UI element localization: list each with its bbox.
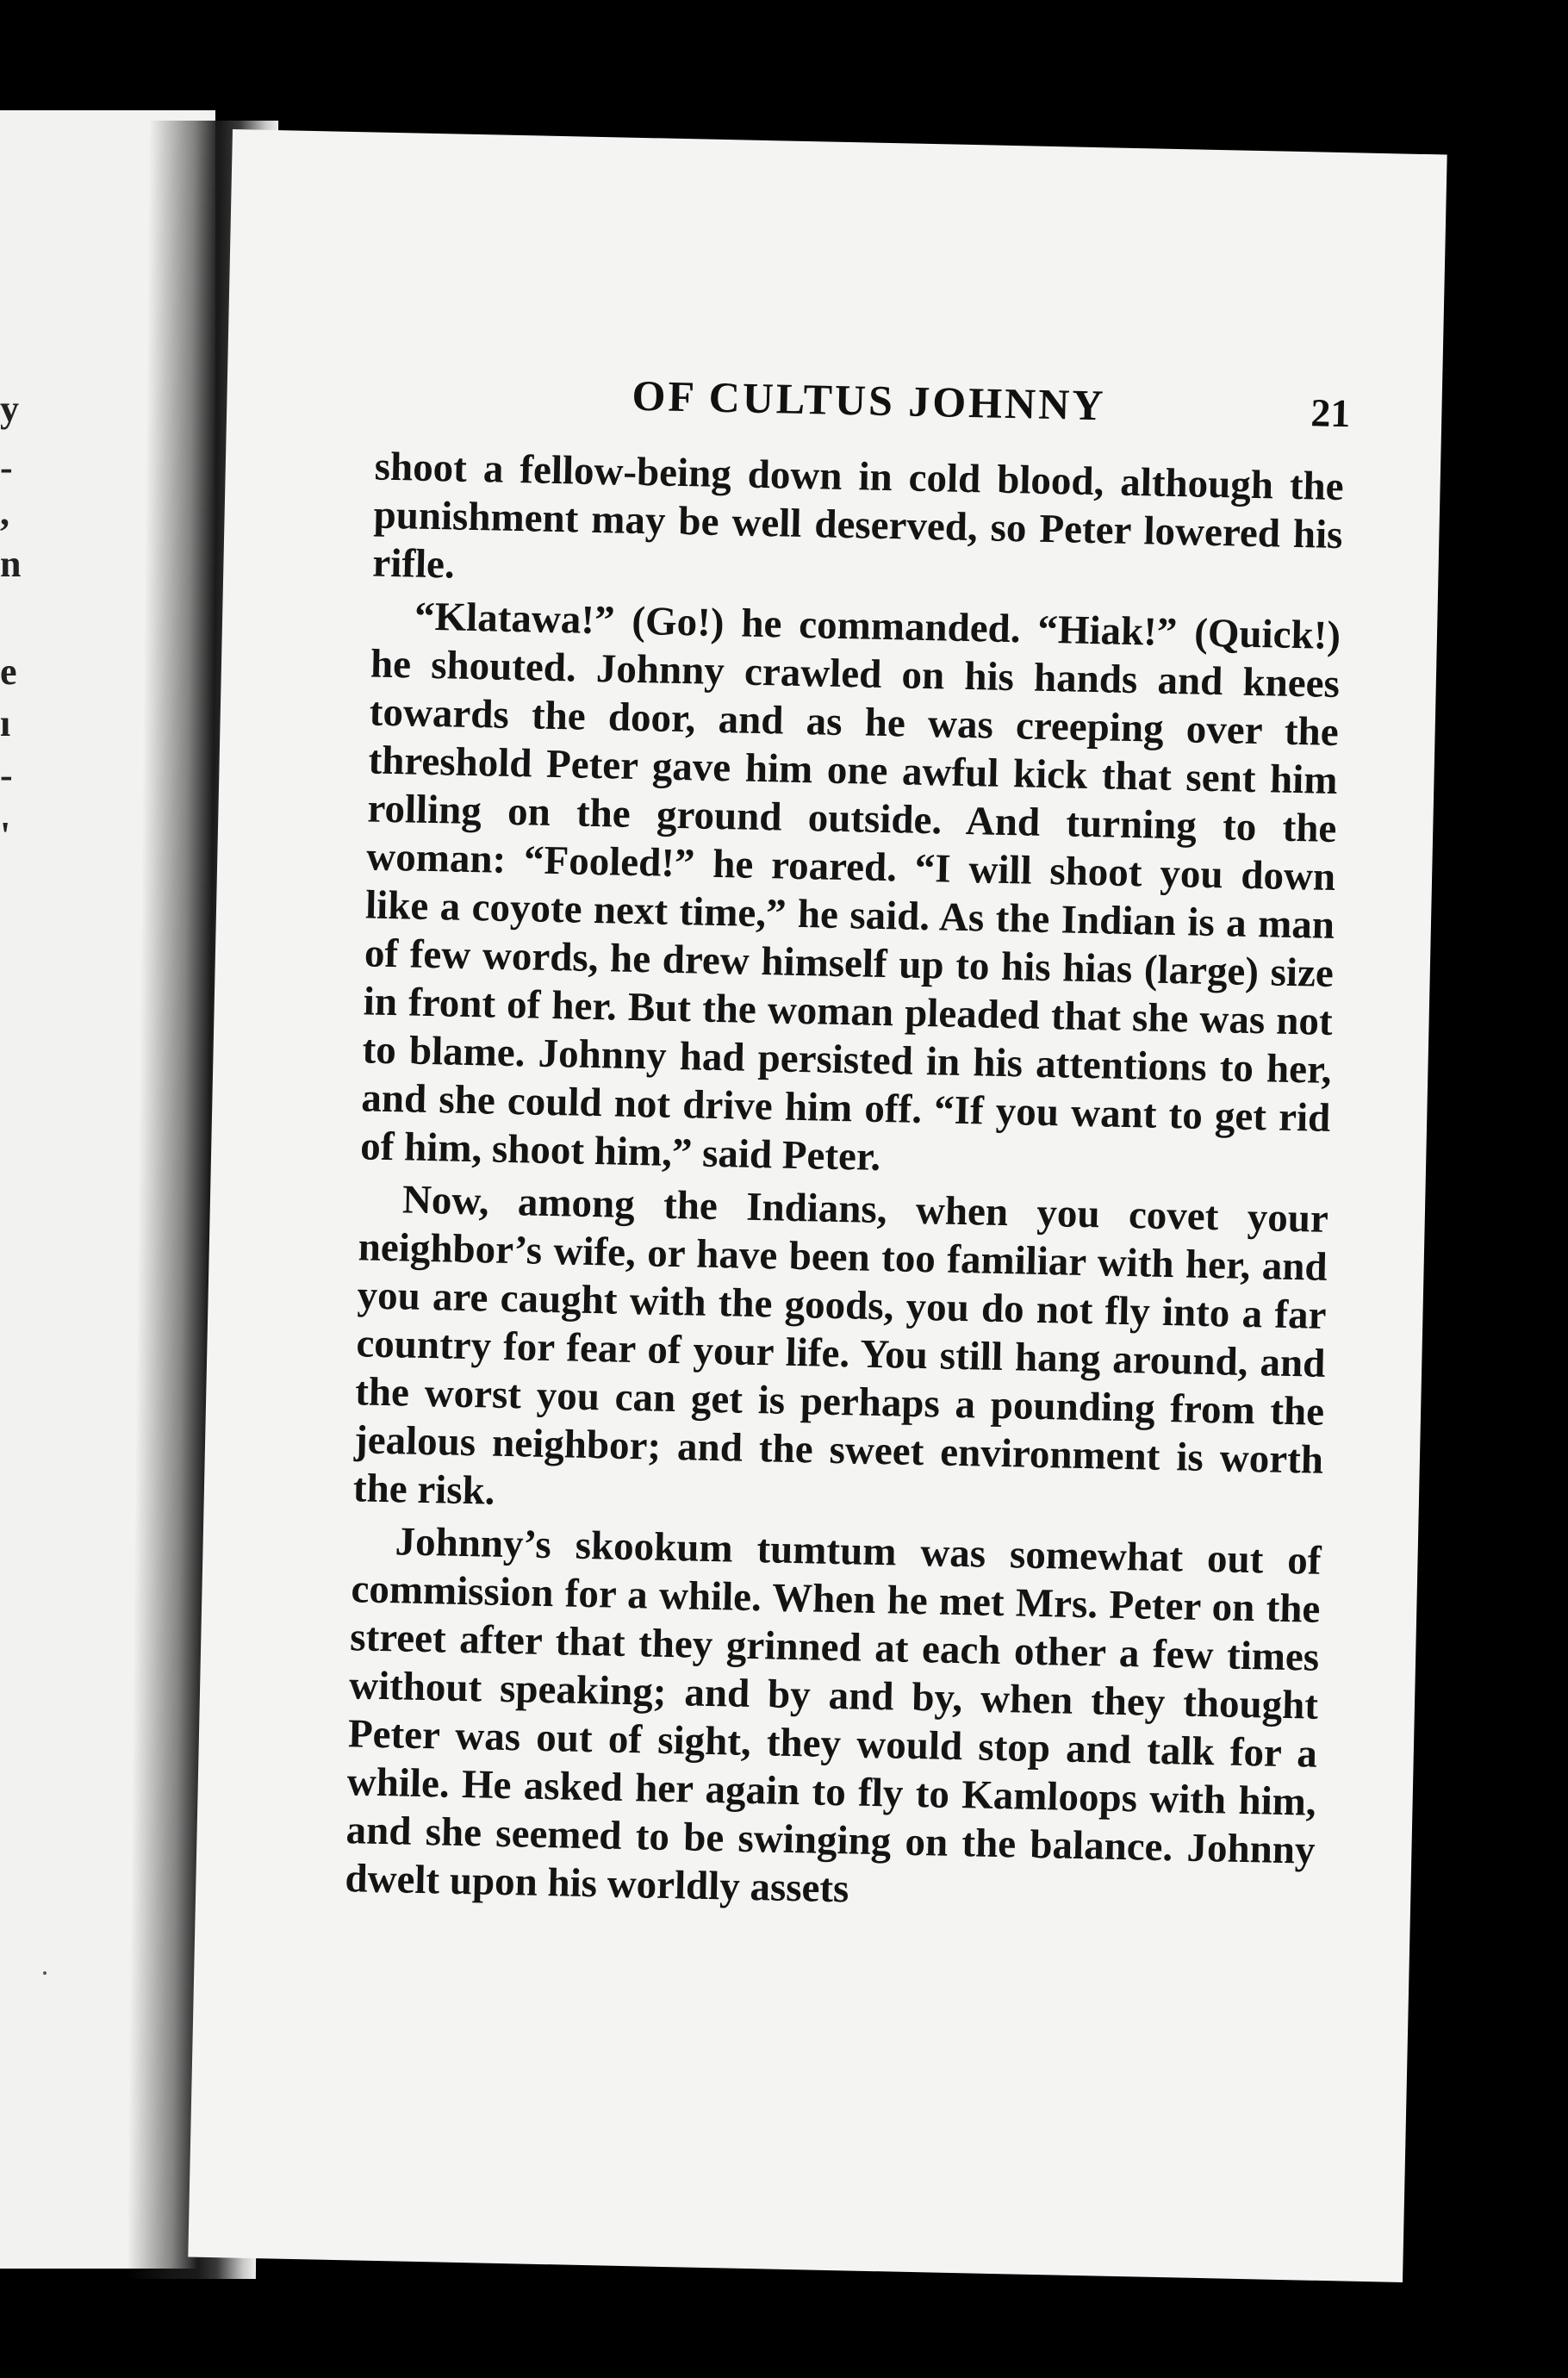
- previous-page-fragment: e: [0, 651, 17, 693]
- previous-page-fragment: ,: [0, 491, 9, 533]
- previous-page-fragment: -: [0, 446, 13, 489]
- speck: [43, 1971, 47, 1975]
- previous-page-fragment: n: [0, 543, 22, 585]
- previous-page-fragment: -: [0, 754, 13, 796]
- book-page: [188, 129, 1447, 2282]
- page-number: 21: [1310, 390, 1351, 436]
- paragraph: Johnny’s skookum tumtum was somewhat out of commission for a while. When he met Mrs. Peter on the street after that they grinned at each other a few times without speaking; and by and by, when they thought Peter was out of sight, they would stop and talk for a while. He asked her again to fly to Kamloops with him, and she seemed to be swinging on the balance. Johnny dwelt upon his worldly assets: [344, 1519, 1322, 1912]
- previous-page-fragment: y: [0, 388, 19, 430]
- running-head: OF CULTUS JOHNNY: [632, 370, 1107, 430]
- page-header: [227, 362, 1442, 448]
- paragraph: “Klatawa!” (Go!) he commanded. “Hiak!” (Quick!) he shouted. Johnny crawled on his hands and knees towards the door, and as he was creeping over the threshold Peter gave him one awful kick that sent him rolling on the ground outside. And turning to the woman: “Fooled!” he roared. “I will shoot you down like a coyote next time,” he said. As the Indian is a man of few words, he drew himself up to his hias (large) size in front of her. But the woman pleaded that she was not to blame. Johnny had persisted in his attentions to her, and she could not drive him off. “If you want to get rid of him, shoot him,” said Peter.: [359, 594, 1341, 1180]
- previous-page-fragment: ı: [0, 702, 11, 744]
- body-text: [345, 443, 1344, 1927]
- paragraph: shoot a fellow-being down in cold blood, although the punishment may be well deserved, so Peter lowered his rifle.: [371, 444, 1345, 588]
- previous-page-fragment: ': [0, 814, 11, 856]
- paragraph: Now, among the Indians, when you covet your neighbor’s wife, or have been too familiar with her, and you are caught with the goods, you do not fly into a far country for fear of your life. You still hang around, and the worst you can get is perhaps a pounding from the jealous neighbor; and the sweet environment is worth the risk.: [352, 1177, 1329, 1514]
